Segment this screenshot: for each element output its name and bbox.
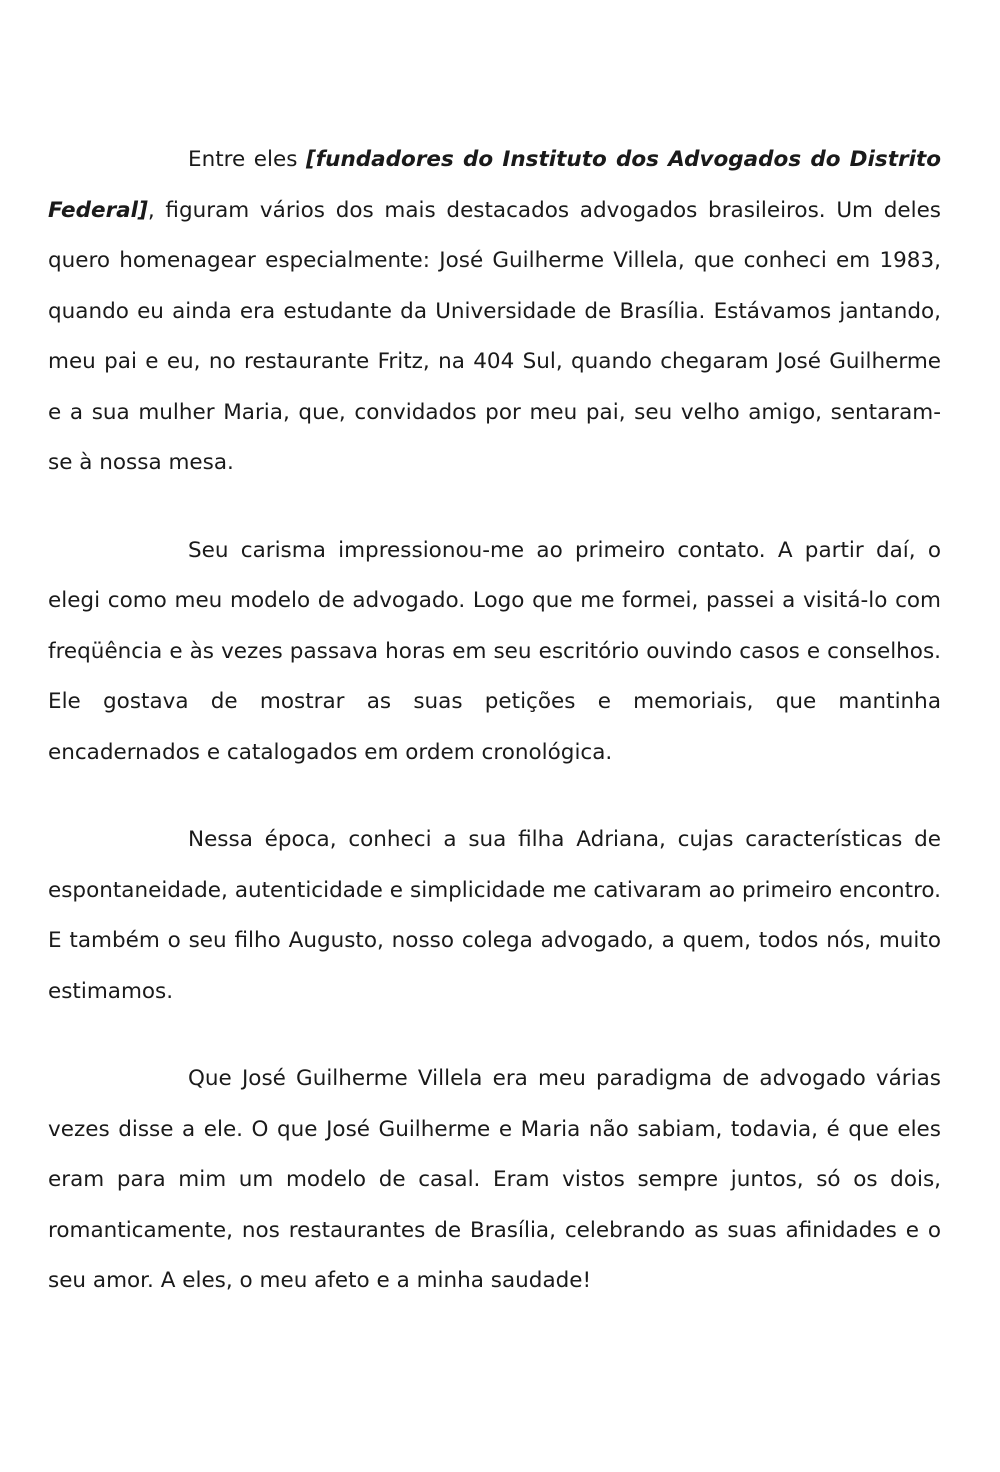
paragraph-3	[48, 815, 941, 1017]
paragraph-3-text: Nessa época, conheci a sua filha Adriana, cujas características de espontaneidade, autenticidade e simplicidade me cativaram ao primeiro encontro. E também o seu filho Augusto, nosso colega advogado, a quem, todos nós, muito estimamos.	[48, 827, 941, 1004]
paragraph-1-lead: Entre eles	[188, 147, 306, 172]
paragraph-1	[48, 135, 941, 489]
paragraph-4-text: Que José Guilherme Villela era meu paradigma de advogado várias vezes disse a ele. O que José Guilherme e Maria não sabiam, todavia, é que eles eram para mim um modelo de casal. Eram vistos sempre juntos, só os dois, romanticamente, nos restaurantes de Brasília, celebrando as suas afinidades e o seu amor. A eles, o meu afeto e a minha saudade!	[48, 1066, 941, 1293]
paragraph-1-emphasis: [fundadores do Instituto dos Advogados do Distrito Federal]	[48, 147, 941, 223]
document-page	[48, 135, 941, 1344]
paragraph-2-text: Seu carisma impressionou-me ao primeiro contato. A partir daí, o elegi como meu modelo de advogado. Logo que me formei, passei a visitá-lo com freqüência e às vezes passava horas em seu escritório ouvindo casos e conselhos. Ele gostava de mostrar as suas petições e memoriais, que mantinha encadernados e catalogados em ordem cronológica.	[48, 537, 941, 765]
paragraph-2	[48, 526, 941, 779]
paragraph-1-text: , figuram vários dos mais destacados advogados brasileiros. Um deles quero homenagear especialmente: José Guilherme Villela, que conheci em 1983, quando eu ainda era estudante da Universidade de Brasília. Estávamos jantando, meu pai e eu, no restaurante Fritz, na 404 Sul, quando chegaram José Guilherme e a sua mulher Maria, que, convidados por meu pai, seu velho amigo, sentaram-se à nossa mesa.	[48, 197, 941, 475]
paragraph-4	[48, 1054, 941, 1307]
